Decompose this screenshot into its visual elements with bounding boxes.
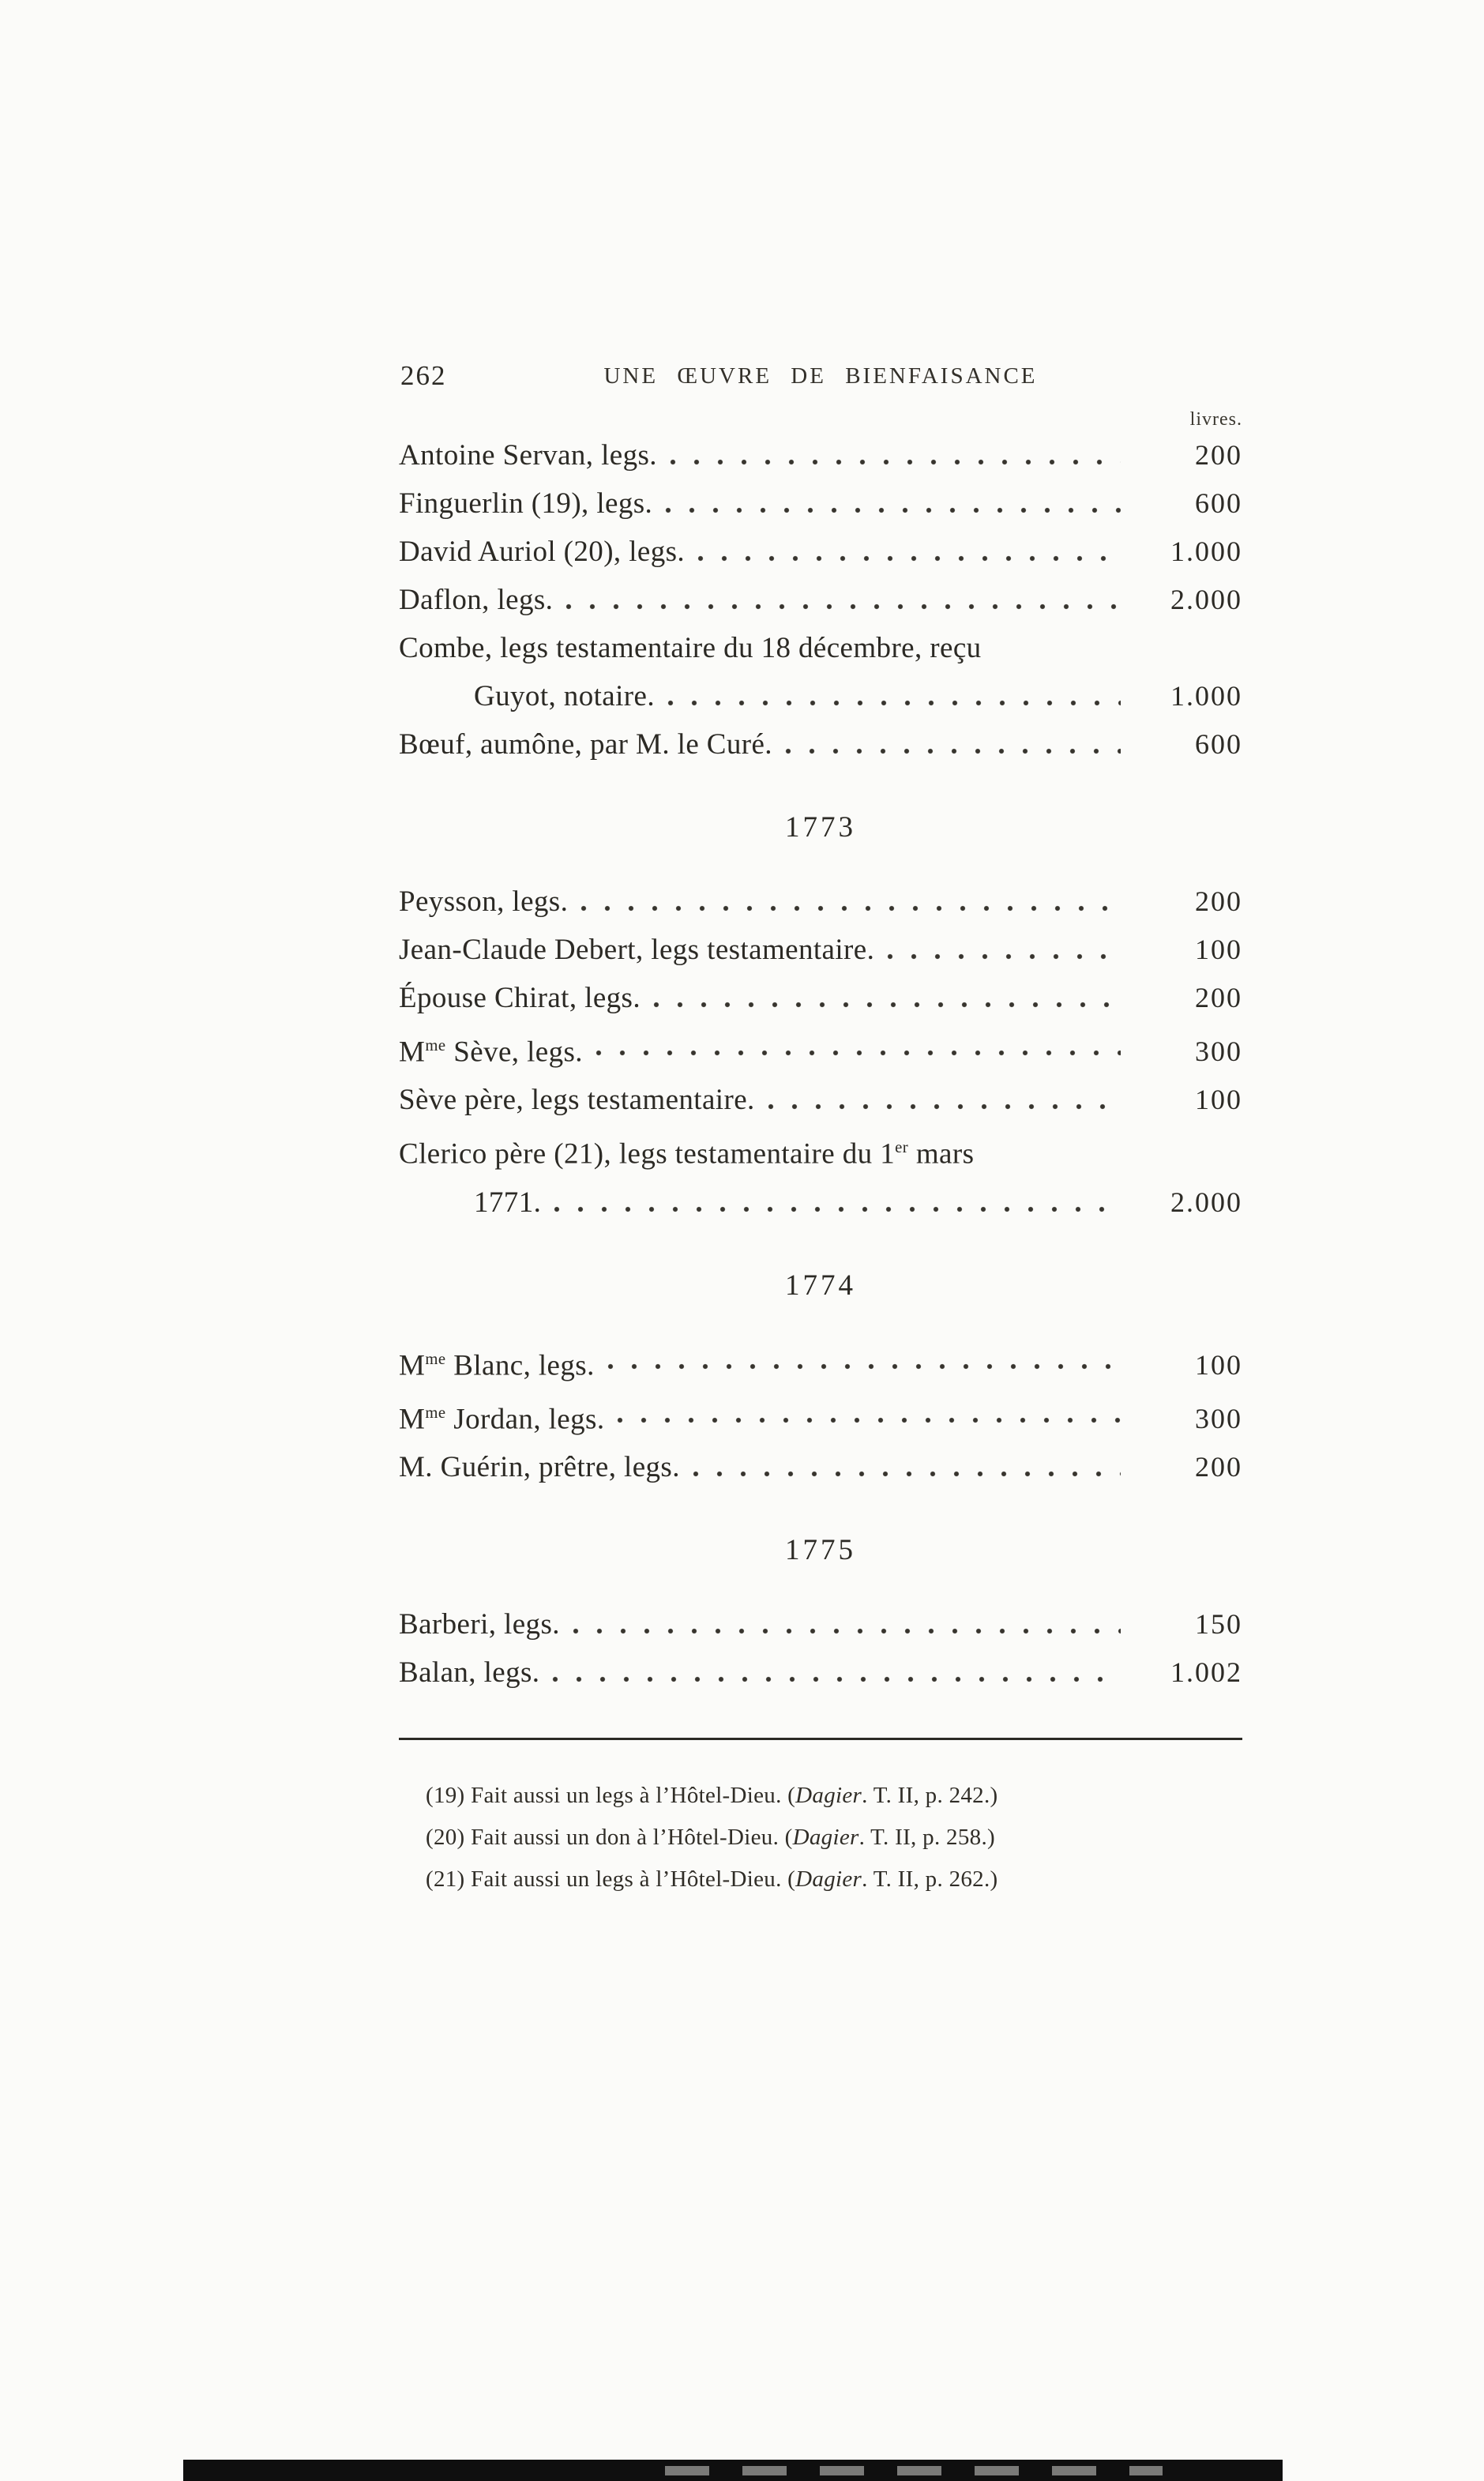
ledger-row: [399, 431, 1242, 479]
row-label-part: Clerico père (21), legs testamentaire du 1: [399, 1137, 896, 1171]
dot-leader: [653, 974, 1121, 1022]
ledger-row: [399, 576, 1242, 624]
ledger-row: [399, 1443, 1242, 1491]
dot-leader: [670, 431, 1121, 479]
ledger-row: [399, 1076, 1242, 1124]
running-title: UNE ŒUVRE DE BIENFAISANCE: [603, 363, 1038, 389]
superscript: me: [425, 1037, 446, 1054]
row-label: Finguerlin (19), legs.: [399, 487, 653, 520]
row-label-part: Blanc, legs.: [445, 1348, 595, 1381]
ledger-row: [399, 528, 1242, 576]
row-label: Balan, legs.: [399, 1656, 540, 1690]
dot-leader: [887, 926, 1121, 974]
footnote-italic: Dagier: [795, 1866, 862, 1893]
row-value: 1.002: [1170, 1656, 1242, 1689]
row-label: Combe, legs testamentaire du 18 décembre, reçu: [399, 632, 982, 664]
dot-leader: [697, 528, 1121, 576]
dot-leader: [693, 1443, 1121, 1491]
row-value: 200: [1195, 1451, 1242, 1483]
ledger-row: [399, 1648, 1242, 1697]
dot-leader: [607, 1336, 1121, 1389]
row-label: Daflon, legs.: [399, 584, 554, 616]
footnote-text: . T. II, p. 258.): [858, 1825, 995, 1851]
page-header: [399, 355, 1242, 401]
footnote: [426, 1859, 1242, 1900]
scan-edge-strip: [183, 2460, 1283, 2481]
dot-leader: [785, 720, 1121, 769]
row-value: 200: [1195, 885, 1242, 917]
row-label-part: Jordan, legs.: [445, 1403, 605, 1436]
dot-leader: [573, 1600, 1121, 1648]
ledger-row: [399, 1178, 1242, 1227]
dot-leader: [665, 479, 1121, 528]
footnote-text: (19) Fait aussi un legs à l’Hôtel-Dieu. (: [426, 1783, 796, 1809]
row-value: 1.000: [1170, 680, 1242, 712]
row-label-part: mars: [908, 1137, 975, 1171]
dot-leader: [554, 1178, 1121, 1227]
row-label: [399, 1124, 974, 1178]
footnote-text: (21) Fait aussi un legs à l’Hôtel-Dieu. (: [426, 1866, 796, 1893]
footnote-divider-rule: [399, 1738, 1242, 1740]
ledger-row: [399, 974, 1242, 1022]
ledger-row: [399, 1336, 1242, 1389]
ledger-row: [399, 1022, 1242, 1076]
dot-leader: [552, 1648, 1121, 1697]
ledger-row: [399, 479, 1242, 528]
section-year-heading: 1775: [785, 1534, 856, 1567]
row-value: 600: [1195, 728, 1242, 760]
row-value: 300: [1195, 1036, 1242, 1068]
row-label: Bœuf, aumône, par M. le Curé.: [399, 728, 772, 761]
row-label-part: Sève, legs.: [445, 1036, 583, 1069]
dot-leader: [667, 672, 1121, 720]
ledger-row: [399, 1600, 1242, 1648]
footnote: [426, 1817, 1242, 1859]
dot-leader: [768, 1076, 1121, 1124]
row-value: 600: [1195, 487, 1242, 519]
footnote-text: . T. II, p. 262.): [862, 1866, 998, 1893]
row-value: 100: [1195, 1084, 1242, 1116]
ledger-row: [399, 672, 1242, 720]
ledger-row-first-line: [399, 624, 1242, 672]
row-value: 100: [1195, 934, 1242, 965]
row-label: Antoine Servan, legs.: [399, 439, 657, 472]
row-value: 2.000: [1170, 1186, 1242, 1218]
scan-edge-dashes: [665, 2466, 1163, 2475]
row-label: Barberi, legs.: [399, 1608, 560, 1641]
footnotes: [426, 1775, 1242, 1900]
row-label: Guyot, notaire.: [474, 680, 655, 712]
ledger-row: [399, 1389, 1242, 1443]
page-number: 262: [400, 360, 447, 391]
section-year-heading: 1774: [785, 1269, 856, 1302]
ledger-row: [399, 720, 1242, 769]
row-value: 1.000: [1170, 536, 1242, 567]
footnote-text: (20) Fait aussi un don à l’Hôtel-Dieu. (: [426, 1825, 793, 1851]
superscript: me: [425, 1404, 446, 1422]
row-label: [399, 1389, 604, 1443]
dot-leader: [617, 1389, 1121, 1443]
row-label: 1771.: [474, 1186, 542, 1219]
section-year-heading: 1773: [785, 811, 856, 844]
footnote-italic: Dagier: [795, 1783, 862, 1809]
superscript: me: [425, 1350, 446, 1368]
footnote: [426, 1775, 1242, 1817]
row-value: 150: [1195, 1608, 1242, 1641]
row-label: Épouse Chirat, legs.: [399, 982, 641, 1014]
row-label: David Auriol (20), legs.: [399, 536, 686, 568]
row-value: 2.000: [1170, 584, 1242, 615]
currency-label: livres.: [1189, 409, 1242, 430]
row-label: Jean-Claude Debert, legs testamentaire.: [399, 934, 875, 966]
footnote-text: . T. II, p. 242.): [862, 1783, 998, 1809]
row-label-part: M: [399, 1348, 426, 1381]
row-value: 200: [1195, 982, 1242, 1013]
row-label: [399, 1022, 583, 1076]
ledger-row: [399, 878, 1242, 926]
row-label: M. Guérin, prêtre, legs.: [399, 1451, 680, 1484]
row-label: Peysson, legs.: [399, 885, 569, 918]
row-value: 200: [1195, 439, 1242, 471]
ledger-row: [399, 926, 1242, 974]
row-label: [399, 1336, 595, 1389]
row-value: 300: [1195, 1403, 1242, 1435]
ledger-row-first-line: [399, 1124, 1242, 1178]
row-value: 100: [1195, 1348, 1242, 1381]
footnote-italic: Dagier: [792, 1825, 859, 1851]
dot-leader: [565, 576, 1121, 624]
dot-leader: [595, 1022, 1121, 1076]
page-content: [399, 355, 1242, 1900]
dot-leader: [580, 878, 1121, 926]
row-label: Sève père, legs testamentaire.: [399, 1084, 755, 1117]
row-label-part: M: [399, 1403, 426, 1436]
row-label-part: M: [399, 1036, 426, 1069]
superscript: er: [895, 1139, 909, 1157]
